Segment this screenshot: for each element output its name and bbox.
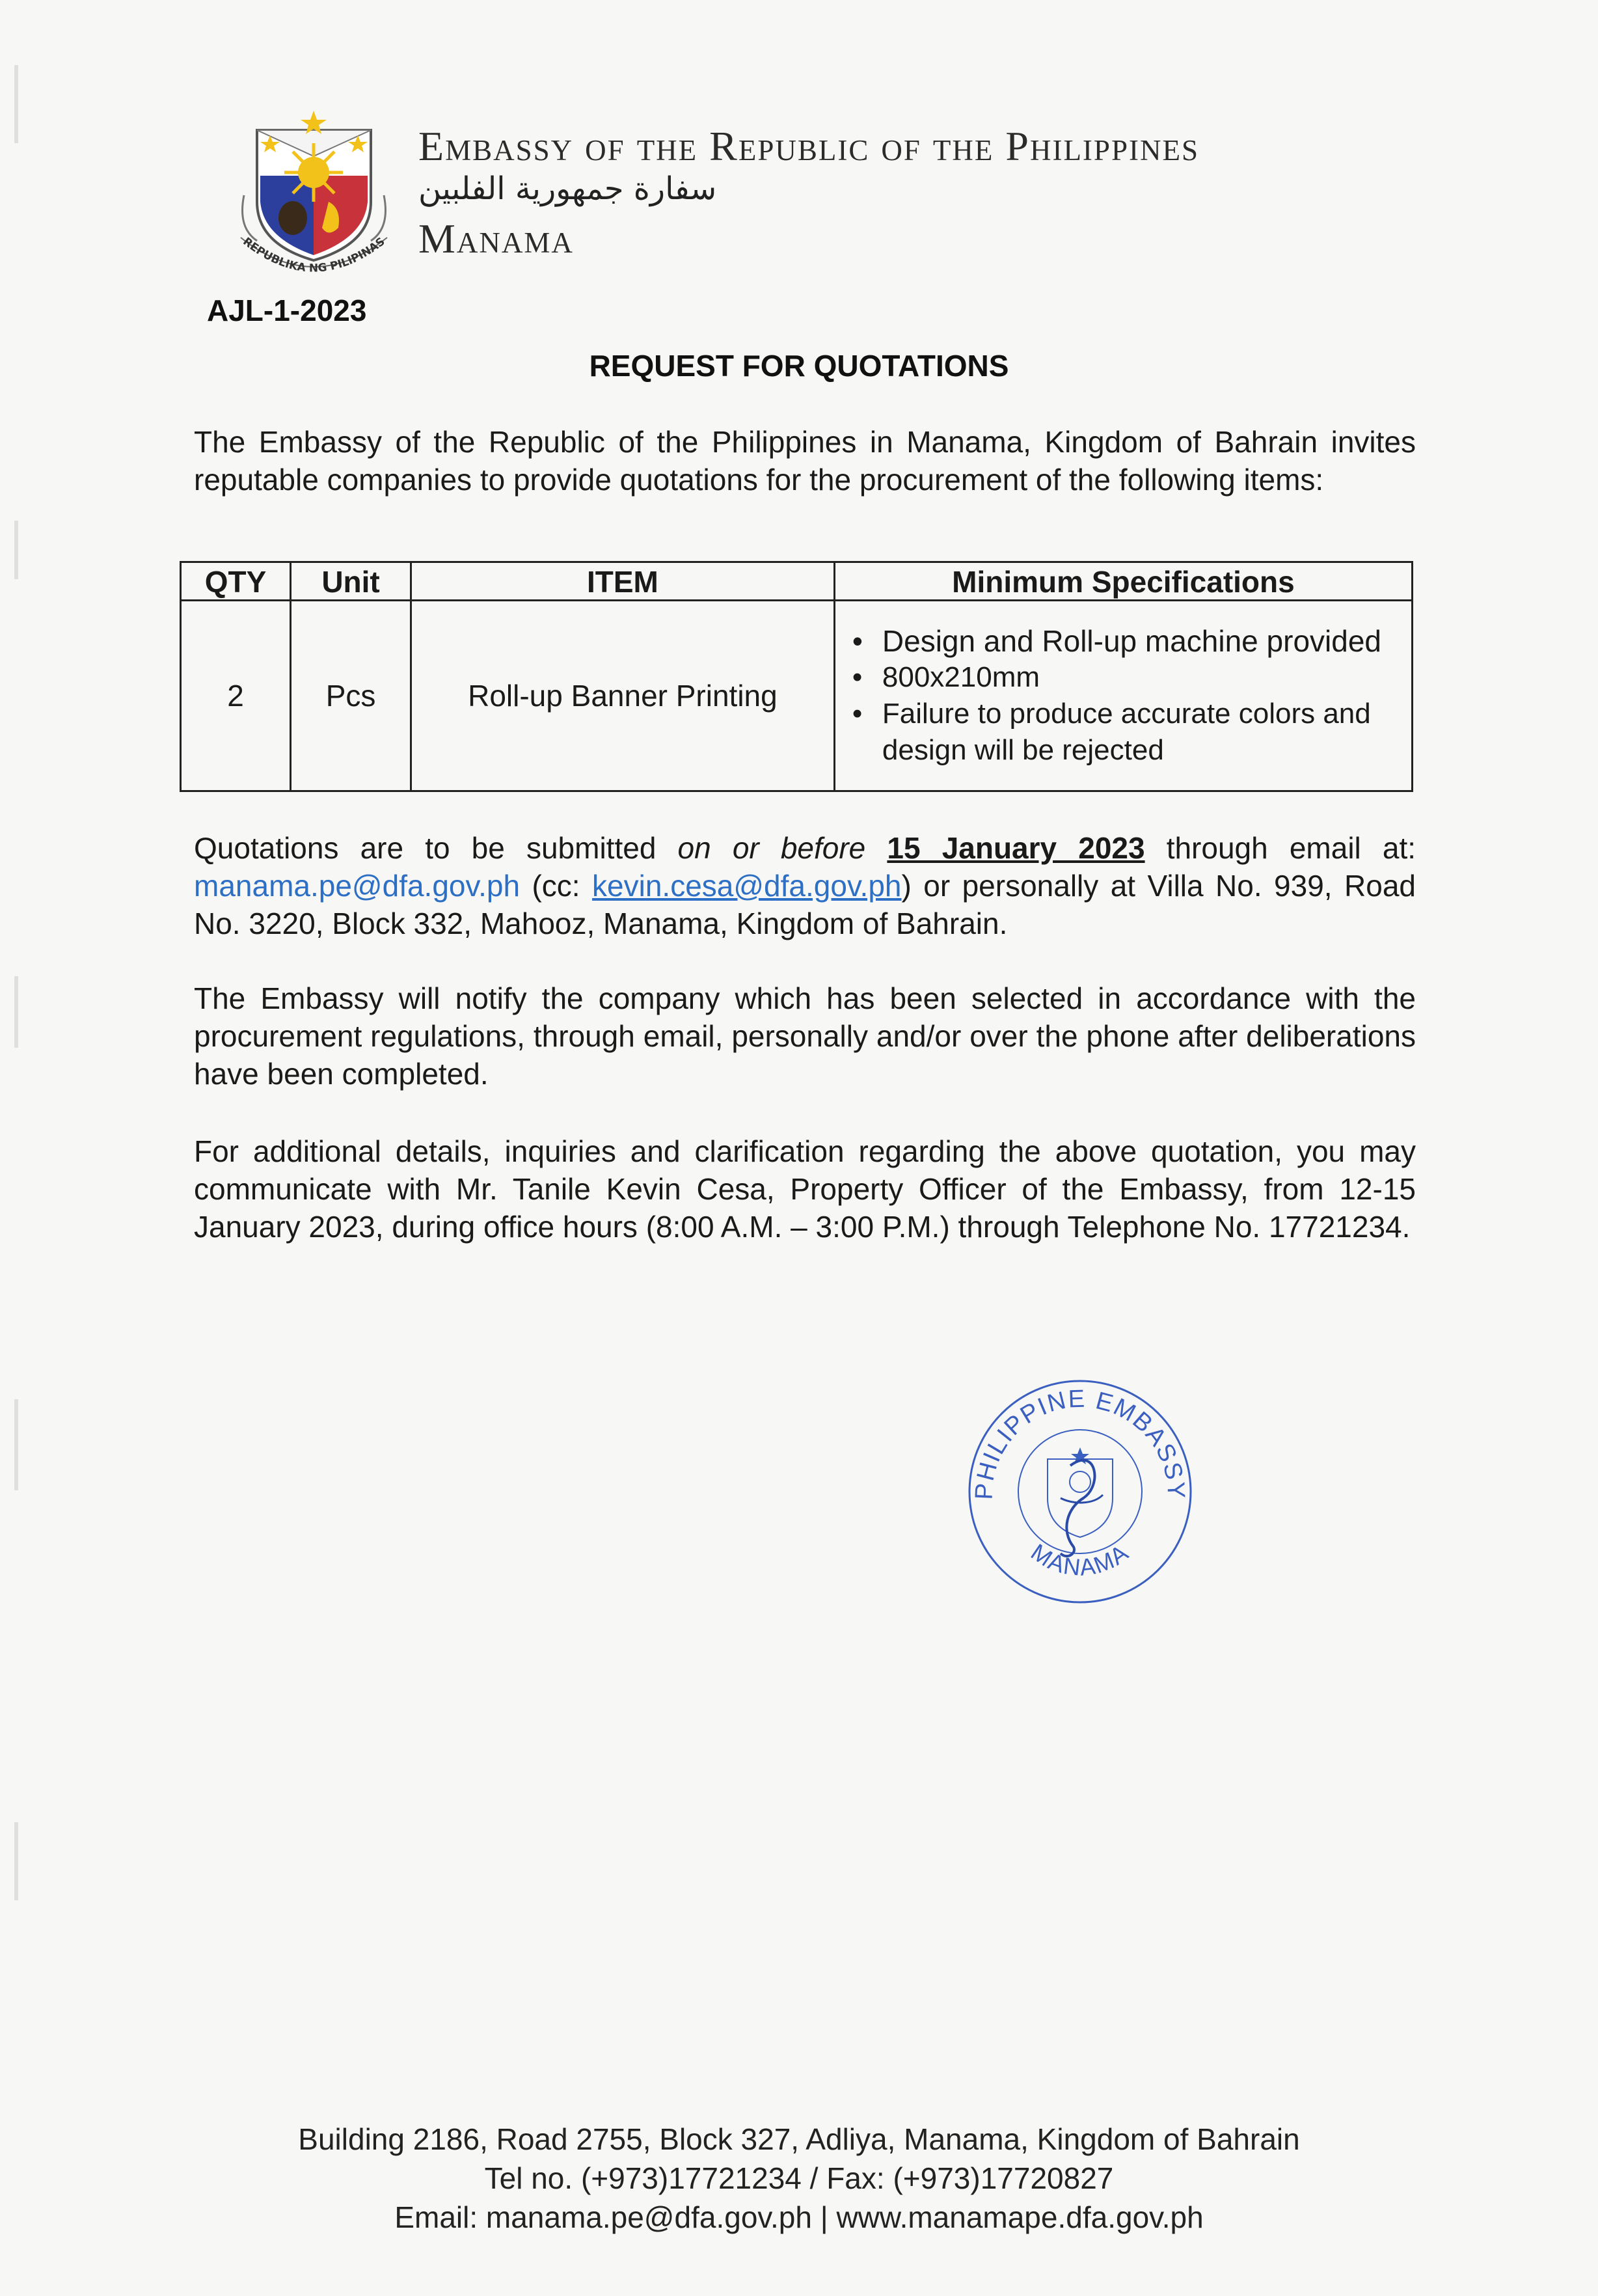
cell-specs — [834, 601, 1412, 791]
table-header-row — [181, 562, 1413, 601]
stamp-top-text: PHILIPPINE EMBASSY — [970, 1385, 1190, 1501]
spec-item — [835, 623, 1405, 659]
embassy-title: Embassy of the Republic of the Philippines — [418, 123, 1199, 169]
spec-text: Design and Roll-up machine provided — [882, 624, 1381, 658]
embassy-stamp — [963, 1374, 1197, 1609]
reference-number: AJL-1-2023 — [207, 294, 367, 327]
spec-text: 800x210mm — [882, 661, 1040, 693]
header-unit: Unit — [291, 562, 411, 601]
primary-email-link[interactable]: manama.pe@dfa.gov.ph — [194, 869, 521, 903]
spec-item — [835, 696, 1405, 769]
svg-text:MANAMA — [1026, 1538, 1133, 1581]
scan-artifact — [14, 976, 18, 1048]
cell-item: Roll-up Banner Printing — [411, 601, 834, 791]
scan-artifact — [14, 1822, 18, 1900]
bullet-icon: • — [852, 624, 863, 658]
coat-of-arms-seal — [231, 104, 397, 290]
submission-paragraph — [194, 829, 1416, 942]
footer-email-web: Email: manama.pe@dfa.gov.ph | www.manamape.dfa.gov.ph — [394, 2200, 1204, 2234]
items-table — [180, 561, 1413, 792]
cell-unit: Pcs — [291, 601, 411, 791]
seal-banner-text: REPUBLIKA NG PILIPINAS — [240, 235, 388, 275]
scan-artifact — [14, 65, 18, 143]
scan-artifact — [14, 521, 18, 579]
submission-text: ) or personally at Villa No. 939, Road No. 3220, Block 332, Mahooz, Manama, Kingdom of Bahrain. — [194, 869, 1416, 940]
document-title: REQUEST FOR QUOTATIONS — [589, 349, 1009, 383]
submission-text: (cc: — [520, 869, 593, 903]
submission-emphasis: on or before — [677, 831, 866, 865]
footer-phone: Tel no. (+973)17721234 / Fax: (+973)17720827 — [484, 2161, 1114, 2195]
spec-item — [835, 659, 1405, 696]
svg-text:PHILIPPINE EMBASSY — [971, 1386, 1190, 1501]
submission-text: Quotations are to be submitted — [194, 831, 678, 865]
embassy-city: Manama — [418, 215, 574, 262]
scan-artifact — [14, 1399, 18, 1490]
header-item: ITEM — [411, 562, 834, 601]
header-qty: QTY — [181, 562, 291, 601]
spec-list — [835, 623, 1411, 769]
bullet-icon: • — [852, 661, 863, 693]
stamp-bottom-text: MANAMA — [1026, 1538, 1134, 1581]
submission-text: through email at: — [1144, 831, 1416, 865]
cc-email-link[interactable]: kevin.cesa@dfa.gov.ph — [592, 869, 902, 903]
cell-qty: 2 — [181, 601, 291, 791]
footer-address: Building 2186, Road 2755, Block 327, Adliya, Manama, Kingdom of Bahrain — [298, 2122, 1300, 2156]
spec-text: Failure to produce accurate colors and design will be rejected — [882, 698, 1371, 766]
bullet-icon: • — [852, 698, 863, 730]
table-row — [181, 601, 1413, 791]
notification-paragraph: The Embassy will notify the company which has been selected in accordance with the procurement regulations, through email, personally and/or over the phone after deliberations have been completed. — [194, 981, 1416, 1091]
embassy-title-arabic: سفارة جمهورية الفلبين — [418, 171, 717, 207]
header-spec: Minimum Specifications — [834, 562, 1412, 601]
intro-paragraph: The Embassy of the Republic of the Philippines in Manama, Kingdom of Bahrain invites reputable companies to provide quotations for the procurement of the following items: — [194, 425, 1416, 497]
footer — [0, 2120, 1598, 2237]
contact-paragraph: For additional details, inquiries and clarification regarding the above quotation, you may communicate with Mr. Tanile Kevin Cesa, Property Officer of the Embassy, from 12-15 January 2023, during office hours (8:00 A.M. – 3:00 P.M.) through Telephone No. 17721234. — [194, 1134, 1416, 1244]
submission-deadline: 15 January 2023 — [887, 831, 1145, 865]
